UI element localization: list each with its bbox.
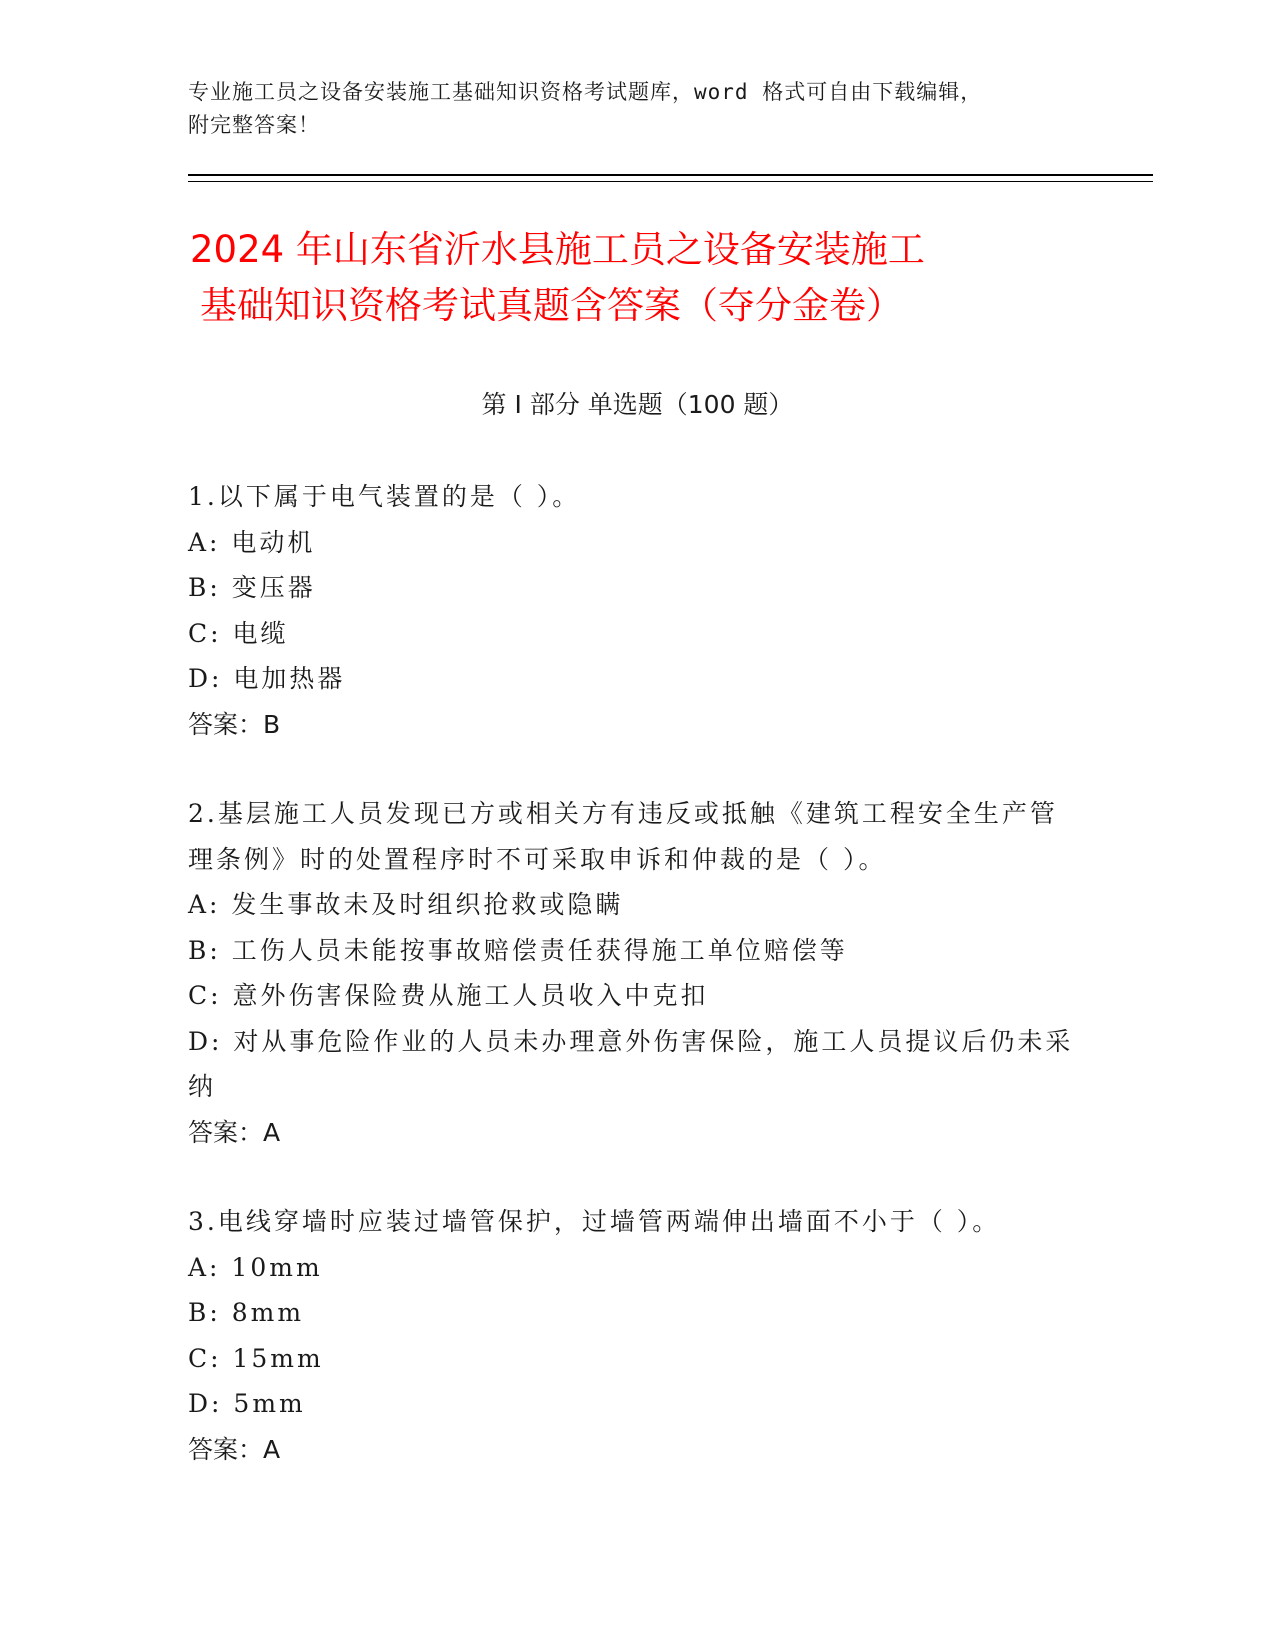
option-a: A: 电动机: [188, 527, 316, 557]
option-d: D: 电加热器: [188, 664, 346, 693]
section-heading: 第 I 部分 单选题（100 题）: [481, 390, 794, 419]
question-stem: 2.基层施工人员发现已方或相关方有违反或抵触《建筑工程安全生产管理条例》时的处置程序时不可采取申诉和仲裁的是（ ）。: [188, 799, 1058, 874]
document-title-line2: 基础知识资格考试真题含答案（夺分金卷）: [200, 284, 903, 327]
question-stem: 1.以下属于电气装置的是（ ）。: [188, 482, 581, 511]
answer: 答案：A: [188, 1434, 281, 1464]
header-rule-thick: [188, 174, 1153, 176]
option-d: D: 对从事危险作业的人员未办理意外伤害保险，施工人员提议后仍未采纳: [188, 1026, 1074, 1101]
document-title: [190, 222, 1110, 334]
question-stem: 3.电线穿墙时应装过墙管保护，过墙管两端伸出墙面不小于（ ）。: [188, 1207, 1001, 1236]
header-note-line1: 专业施工员之设备安装施工基础知识资格考试题库，word 格式可自由下载编辑，: [188, 80, 983, 104]
option-b: B: 8mm: [188, 1298, 305, 1327]
header-note: [188, 76, 1068, 142]
answer: 答案：A: [188, 1117, 281, 1147]
option-b: B: 工伤人员未能按事故赔偿责任获得施工单位赔偿等: [188, 935, 848, 965]
header-rule-thin: [188, 181, 1153, 182]
answer: 答案：B: [188, 709, 281, 739]
question-2: [188, 791, 1078, 1155]
question-list: [188, 474, 1078, 1516]
question-3: [188, 1199, 1078, 1472]
option-c: C: 15mm: [188, 1343, 324, 1373]
option-c: C: 意外伤害保险费从施工人员收入中克扣: [188, 981, 709, 1010]
header-note-line2: 附完整答案！: [188, 113, 320, 137]
option-c: C: 电缆: [188, 618, 289, 648]
document-title-line1: 2024 年山东省沂水县施工员之设备安装施工: [190, 228, 925, 271]
option-a: A: 发生事故未及时组织抢救或隐瞒: [188, 890, 624, 919]
option-b: B: 变压器: [188, 573, 316, 602]
option-d: D: 5mm: [188, 1389, 306, 1418]
option-a: A: 10mm: [188, 1252, 323, 1282]
question-1: [188, 474, 1078, 747]
